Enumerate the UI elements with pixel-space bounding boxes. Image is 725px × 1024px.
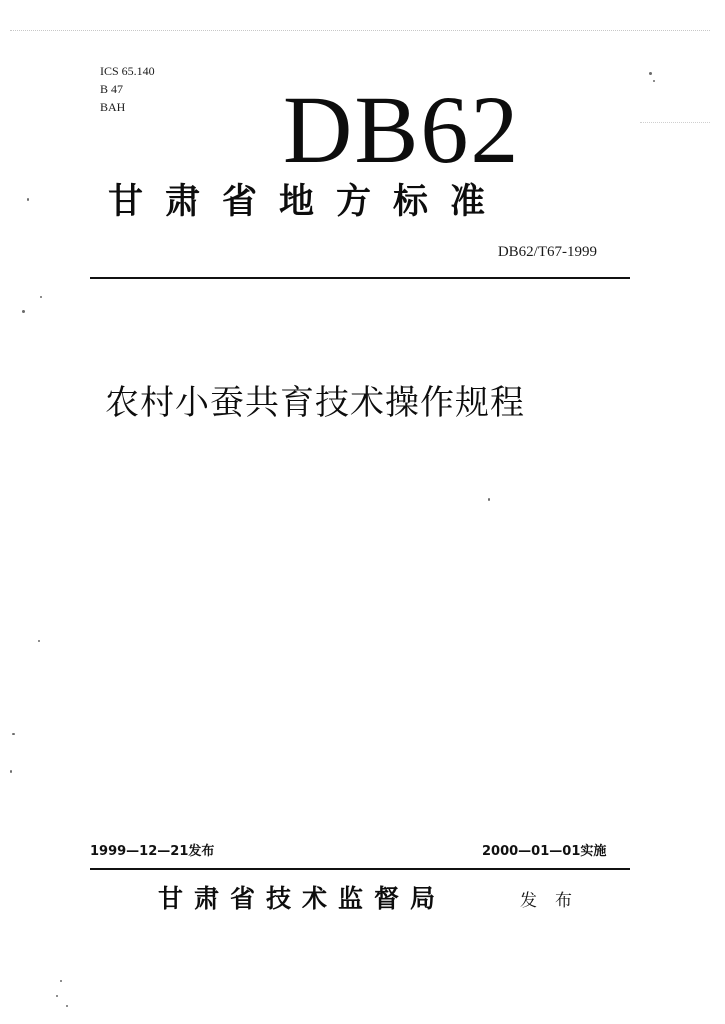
scan-speck bbox=[488, 498, 490, 501]
scan-speck bbox=[60, 980, 62, 982]
scan-speck bbox=[649, 72, 652, 75]
issue-date: 1999—12—21发布 bbox=[90, 844, 215, 859]
header-divider bbox=[90, 277, 630, 279]
footer-divider bbox=[90, 868, 630, 870]
scan-speck bbox=[12, 733, 15, 735]
standard-number: DB62/T67-1999 bbox=[497, 244, 597, 260]
ccs-code: B 47 bbox=[100, 82, 124, 96]
scan-speck bbox=[653, 80, 655, 82]
scan-speck bbox=[66, 1005, 68, 1007]
implementation-date: 2000—01—01实施 bbox=[482, 844, 607, 859]
scan-edge-dots-right bbox=[640, 122, 710, 123]
standard-type-heading: 甘肃省地方标准 bbox=[108, 182, 508, 222]
scan-speck bbox=[10, 770, 12, 773]
document-title: 农村小蚕共育技术操作规程 bbox=[105, 383, 525, 423]
scan-speck bbox=[22, 310, 25, 313]
ics-code: ICS 65.140 bbox=[100, 64, 155, 78]
scan-speck bbox=[56, 995, 58, 997]
scan-edge-dots bbox=[10, 30, 710, 31]
scan-speck bbox=[38, 640, 40, 642]
db-logo: DB62 bbox=[283, 76, 521, 183]
issue-label: 发布 bbox=[520, 891, 590, 911]
scan-speck bbox=[40, 296, 42, 298]
scan-speck bbox=[27, 198, 29, 201]
filing-code: BAH bbox=[100, 100, 126, 114]
classification-codes bbox=[100, 62, 155, 116]
issuing-authority: 甘肃省技术监督局 bbox=[158, 884, 447, 913]
